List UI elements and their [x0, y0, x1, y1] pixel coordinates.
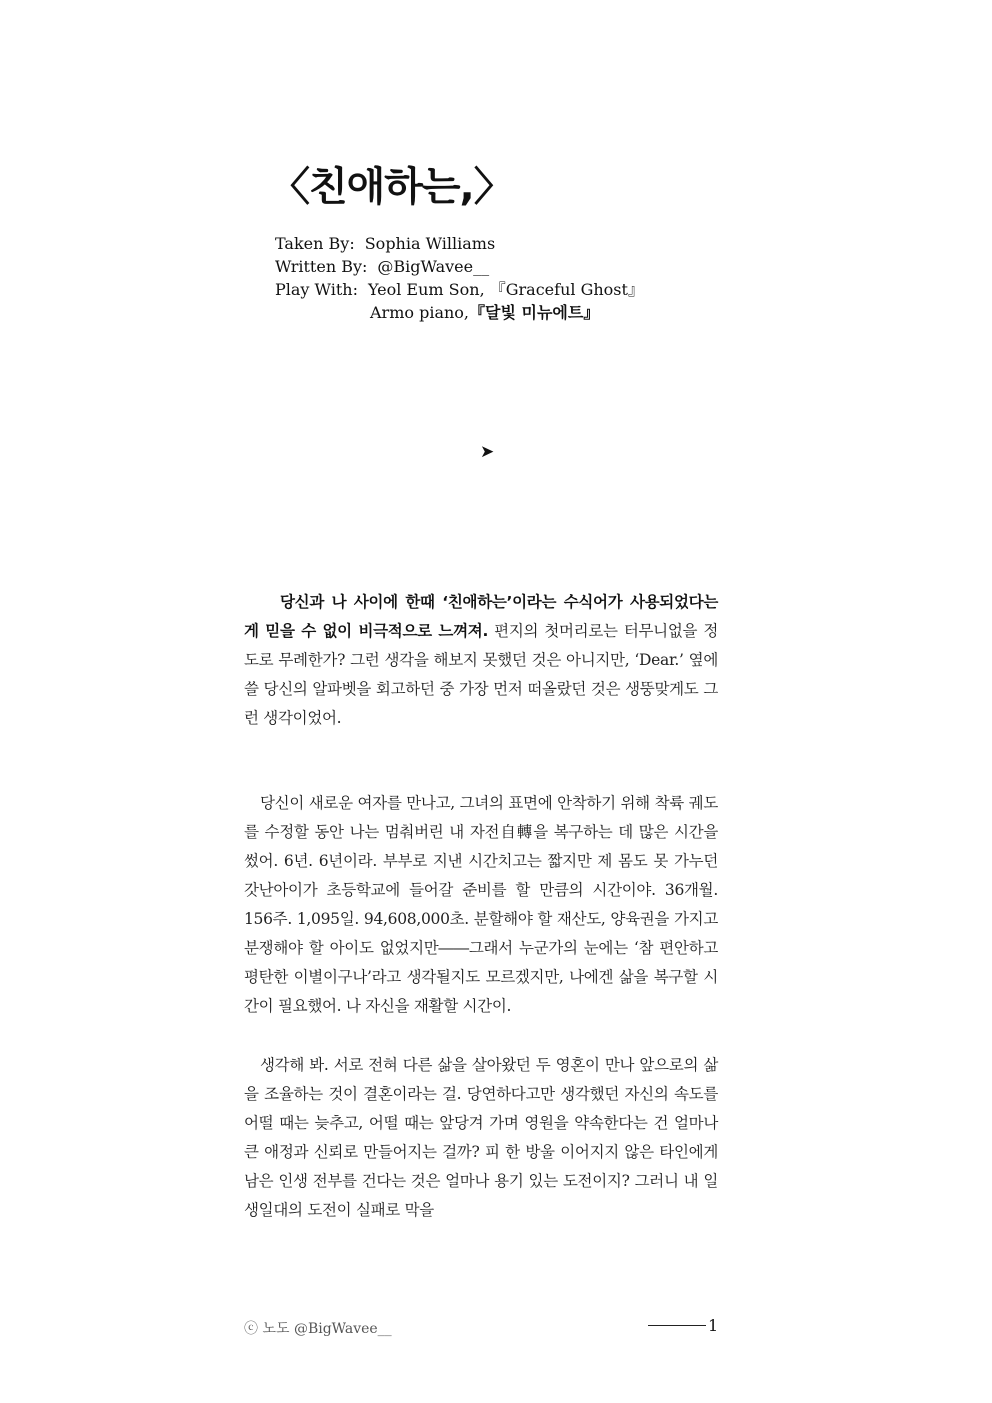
credit-label: Written By:: [275, 257, 368, 276]
paragraph: [244, 789, 718, 1021]
footer-rule: [648, 1325, 706, 1326]
arrow-separator-icon: ➤: [480, 442, 495, 462]
footer-copyright: ⓒ 노도 @BigWavee__: [244, 1321, 392, 1337]
song-title: 『Graceful Ghost』: [489, 280, 644, 299]
song-artist: Yeol Eum Son,: [367, 280, 485, 299]
credit-value: @BigWavee__: [377, 257, 490, 276]
credit-written-by: [275, 255, 644, 278]
credit-label: Taken By:: [275, 234, 355, 253]
paragraph-text: 편지의 첫머리로는 터무니없을 정도로 무례한가? 그런 생각을 해보지 못했던 것은 아니지만, ‘Dear.’ 옆에 쓸 당신의 알파벳을 회고하던 중 가장 먼저 떠올랐던 것은 생뚱맞게도 그런 생각이었어.: [244, 622, 718, 727]
footer-page-number-block: [648, 1316, 718, 1335]
paragraph: [244, 588, 718, 733]
song-entry: [275, 301, 644, 324]
credit-taken-by: [275, 232, 644, 255]
paragraph-text: 생각해 봐. 서로 전혀 다른 삶을 살아왔던 두 영혼이 만나 앞으로의 삶을 조율하는 것이 결혼이라는 걸. 당연하다고만 생각했던 자신의 속도를 어떨 때는 늦추고, 어떨 때는 앞당겨 가며 영원을 약속한다는 건 얼마나 큰 애정과 신뢰로 만들어지는 걸까? 피 한 방울 이어지지 않은 타인에게 남은 인생 전부를 건다는 것은 얼마나 용기 있는 도전이지? 그러니 내 일생일대의 도전이 실패로 막을: [244, 1056, 718, 1219]
paragraph-lead: 당신과 나 사이에 한때 ‘친애하는’이라는 수식어가 사용되었다는 게 믿을 수 없이 비극적으로 느껴져.: [244, 593, 718, 640]
credit-play-with: [275, 278, 644, 301]
credit-label: Play With:: [275, 280, 358, 299]
document-title: 〈친애하는,〉: [270, 164, 513, 210]
body-text: [244, 588, 718, 1225]
credit-value: Sophia Williams: [364, 234, 496, 253]
page-number: 1: [708, 1316, 719, 1335]
paragraph: [244, 1051, 718, 1225]
credits-block: [275, 232, 644, 324]
song-artist: Armo piano,: [370, 303, 470, 322]
paragraph-text: 당신이 새로운 여자를 만나고, 그녀의 표면에 안착하기 위해 착륙 궤도를 수정할 동안 나는 멈춰버린 내 자전自轉을 복구하는 데 많은 시간을 썼어. 6년. 6년이라. 부부로 지낸 시간치고는 짧지만 제 몸도 못 가누던 갓난아이가 초등학교에 들어갈 준비를 할 만큼의 시간이야. 36개월. 156주. 1,095일. 94,608,000초. 분할해야 할 재산도, 양육권을 가지고 분쟁해야 할 아이도 없었지만――그래서 누군가의 눈에는 ‘참 편안하고 평탄한 이별이구나’라고 생각될지도 모르겠지만, 나에겐 삶을 복구할 시간이 필요했어. 나 자신을 재활할 시간이.: [244, 794, 718, 1015]
song-title: 『달빛 미뉴에트』: [469, 303, 600, 322]
song-entry: [368, 278, 644, 301]
